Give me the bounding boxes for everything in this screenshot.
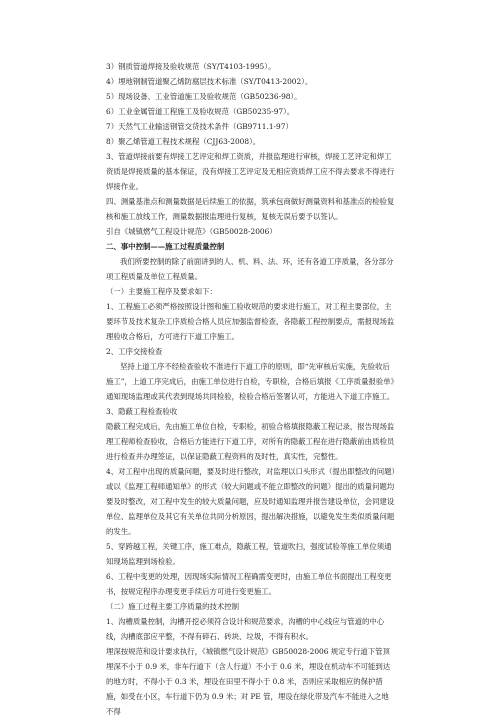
section-heading: 二、事中控制——施工过程质量控制 [106,242,225,251]
reference-item: 5）现场设备、工业管道施工及验收规范（GB50236-98）。 [106,92,302,101]
reference-item: 7）天然气工业输送钢管交货技术条件（GB9711.1-97） [106,122,293,131]
body-paragraph: 6、工程中变更的处理，因现场实际情况工程确需变更时，由施工单位书面提出工程变更书，按规定程序办理变更手续后方可进行变更施工。 [106,572,392,596]
body-paragraph: 1、沟槽质量控制，沟槽开挖必须符合设计和规范要求，沟槽的中心线应与管道的中心线，沟槽底部应平整，不得有碎石、砖块、垃圾，不得有积水。 [106,617,385,641]
subsection-heading: 2、工序交接检查 [106,347,163,356]
body-paragraph: 3、管道焊接前要有焊接工艺评定和焊工资质，并报监理进行审核，焊接工艺评定和焊工资质是焊接质量的基本保证，没有焊接工艺评定及无相应资质焊工应不得去要求不得进行焊接作业。 [106,152,395,191]
document-body [106,59,396,719]
reference-item: 4）埋地钢制管道聚乙烯防腐层技术标准（SY/T0413-2002）。 [106,77,313,86]
reference-item: 8）聚乙烯管道工程技术规程（CJJ63-2008）。 [106,137,261,146]
citation-line: 引自《城镇燃气工程设计规范》（GB50028-2006） [106,227,277,236]
body-paragraph: 坚持上道工序不经检查验收不准进行下道工序的原则，即“先审核后实施，先验收后施工”，上道工序完成后，由施工单位进行自检，专职检，合格后填报《工序质量报验单》通知现场监理或其代表到现场共同检验，检验合格后签署认可，方能进入下道工序施工。 [106,362,395,401]
body-paragraph: 1、工程施工必须严格按照设计图和施工验收规范的要求进行施工，对工程主要部位，主要环节及技术复杂工序质检合格人员应加强监督检查，各隐蔽工程控制要点，需报现场监理验收合格后，方可进行下道工序施工。 [106,302,395,341]
subsection-heading: 3、隐蔽工程检查验收 [106,407,178,416]
reference-item: 3）钢质管道焊接及验收规范（SY/T4103-1995）。 [106,62,276,71]
body-paragraph: 埋深按规范和设计要求执行，《城镇燃气设计规范》GB50028-2006 规定专行道下管顶埋深不小于 0.9 米，非车行道下（含人行道）不小于 0.6 米，埋设在机动车不可能到达的地方时，不得小于 0.3 米，埋设在田里不得小于 0.8 米，否则应采取相应的保护措施，如受在小区，车行道下仍为 0.9 米；对 PE 管，埋设在绿化带及汽车不能进入之地不得 [106,647,391,716]
body-paragraph: 5、穿跨越工程，关键工序，施工难点，隐蔽工程，管道吹扫，强度试验等施工单位须通知现场监理到场检验。 [106,542,392,566]
reference-item: 6）工业金属管道工程施工及验收规范（GB50235-97）。 [106,107,295,116]
body-paragraph: 4、对工程中出现的质量问题，要及时进行整改，对监理以口头形式（提出即整改的问题）或以《监理工程师通知单》的形式（较大问题或不能立即整改的问题）提出的质量问题均要及时整改，对工程中发生的较大质量问题，应及时通知监理并报告建设单位，会同建设单位、监理单位及其它有关单位共同分析原因，提出解决措施，以避免发生类似质量问题的发生。 [106,467,396,536]
subsection-heading: （二）施工过程主要工序质量的技术控制 [106,602,240,611]
body-paragraph: 隐蔽工程完成后，先由施工单位自检，专职检，初验合格填报隐蔽工程记录，报告现场监理工程师检查验收，合格后方能进行下道工序，对所有的隐蔽工程在进行隐蔽前由质检员进行检查并办理签证，以保证隐蔽工程资料的及时性，真实性，完整性。 [106,422,395,461]
subsection-heading: （一）主要施工程序及要求如下： [106,287,217,296]
body-paragraph: 四、测量基准点和测量数据是后续施工的依据，筑承包商做好测量资料和基准点的检验复核和施工放线工作，测量数据报监理进行复核，复核无误后要予以签认。 [106,197,395,221]
body-paragraph: 我们所要控制的除了前面讲到的人、机、料、法、环，还有各道工序质量，各分部分项工程质量及单位工程质量。 [106,257,394,281]
